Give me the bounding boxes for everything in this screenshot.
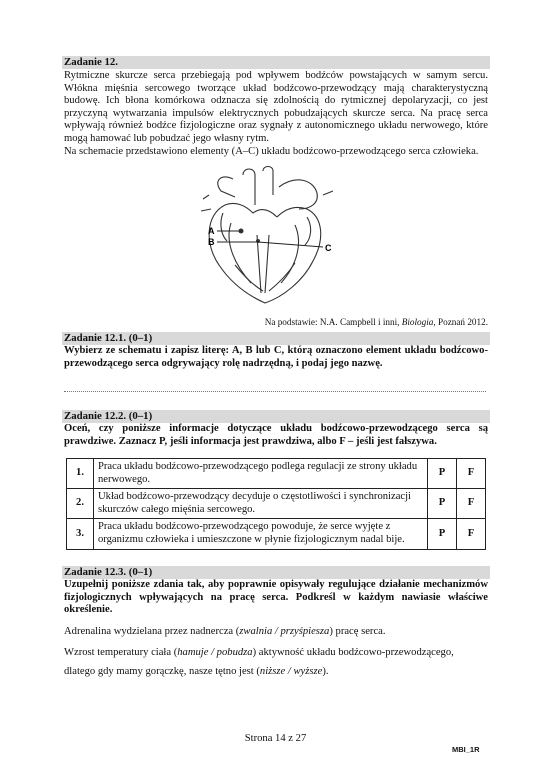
row-statement: Układ bodźcowo-przewodzący decyduje o częstotliwości i synchronizacji skurczów całego mięśnia sercowego. xyxy=(94,489,428,519)
table-row xyxy=(67,489,486,519)
sentence-1: Adrenalina wydzielana przez nadnercza (zwalnia / przyśpiesza) pracę serca. xyxy=(64,626,386,637)
row-statement: Praca układu bodźcowo-przewodzącego podlega regulacji ze strony układu nerwowego. xyxy=(94,459,428,489)
row-statement: Praca układu bodźcowo-przewodzącego powoduje, że serce wyjęte z organizmu człowieka i umieszczone w płynie fizjologicznym nadal bije. xyxy=(94,519,428,549)
option-f[interactable]: F xyxy=(457,519,486,549)
option-p[interactable]: P xyxy=(428,489,457,519)
task-12-header: Zadanie 12. xyxy=(62,56,490,69)
task-12-3-header: Zadanie 12.3. (0–1) xyxy=(62,566,490,579)
task-12-1-instruction: Wybierz ze schematu i zapisz literę: A, B lub C, którą oznaczono element układu bodźcowo-przewodzącego serca odgrywający rolę nadrzędną, i podaj jego nazwę. xyxy=(64,345,488,369)
row-number: 1. xyxy=(67,459,94,489)
task-12-schema-intro: Na schemacie przedstawiono elementy (A–C) układu bodźcowo-przewodzącego serca człowieka. xyxy=(64,146,479,157)
choice-2[interactable]: hamuje / pobudza xyxy=(177,647,253,658)
table-row xyxy=(67,519,486,549)
choice-1[interactable]: zwalnia / przyśpiesza xyxy=(239,626,330,637)
task-12-2-instruction: Oceń, czy poniższe informacje dotyczące układu bodźcowo-przewodzącego serca są prawdziwe. Zaznacz P, jeśli informacja jest prawdziwa, albo F – jeśli jest fałszywa. xyxy=(64,423,488,447)
row-number: 3. xyxy=(67,519,94,549)
answer-line[interactable] xyxy=(64,391,486,392)
option-f[interactable]: F xyxy=(457,459,486,489)
table-row xyxy=(67,459,486,489)
option-p[interactable]: P xyxy=(428,459,457,489)
row-number: 2. xyxy=(67,489,94,519)
figure-source: Na podstawie: N.A. Campbell i inni, Biologia, Poznań 2012. xyxy=(264,317,488,327)
label-a: A xyxy=(208,226,215,236)
task-12-2-header: Zadanie 12.2. (0–1) xyxy=(62,410,490,423)
label-b: B xyxy=(208,237,215,247)
choice-3[interactable]: niższe / wyższe xyxy=(259,666,323,677)
page-number: Strona 14 z 27 xyxy=(244,733,307,744)
task-12-intro: Rytmiczne skurcze serca przebiegają pod wpływem bodźców powstających w samym sercu. Włókna mięśnia sercowego tworzące układ bodźcowo-przewodzący mają charakterystyczną budowę. Ich błona komórkowa odznacza się zdolnością do rytmicznej depolaryzacji, co jest przyczyną wytwarzania impulsów elektrycznych pobudzających skurcze serca. Na pracę serca wpływają również bodźce fizjologiczne oraz sygnały z autonomicznego układu nerwowego, które mogą hamować lub pobudzać jego własny rytm. xyxy=(64,70,488,144)
option-f[interactable]: F xyxy=(457,489,486,519)
option-p[interactable]: P xyxy=(428,519,457,549)
sentence-2: Wzrost temperatury ciała (hamuje / pobudza) aktywność układu bodźcowo-przewodzącego, xyxy=(64,647,454,658)
task-12-3-instruction: Uzupełnij poniższe zdania tak, aby poprawnie opisywały regulujące działanie mechanizmów fizjologicznych wpływających na pracę serca. Podkreśl w każdym nawiasie właściwe określenie. xyxy=(64,579,488,616)
label-c: C xyxy=(325,243,332,253)
heart-diagram xyxy=(195,165,355,315)
true-false-table xyxy=(66,458,486,550)
sentence-3: dlatego gdy mamy gorączkę, nasze tętno jest (niższe / wyższe). xyxy=(64,666,329,677)
exam-code: MBI_1R xyxy=(452,745,480,754)
task-12-1-header: Zadanie 12.1. (0–1) xyxy=(62,332,490,345)
